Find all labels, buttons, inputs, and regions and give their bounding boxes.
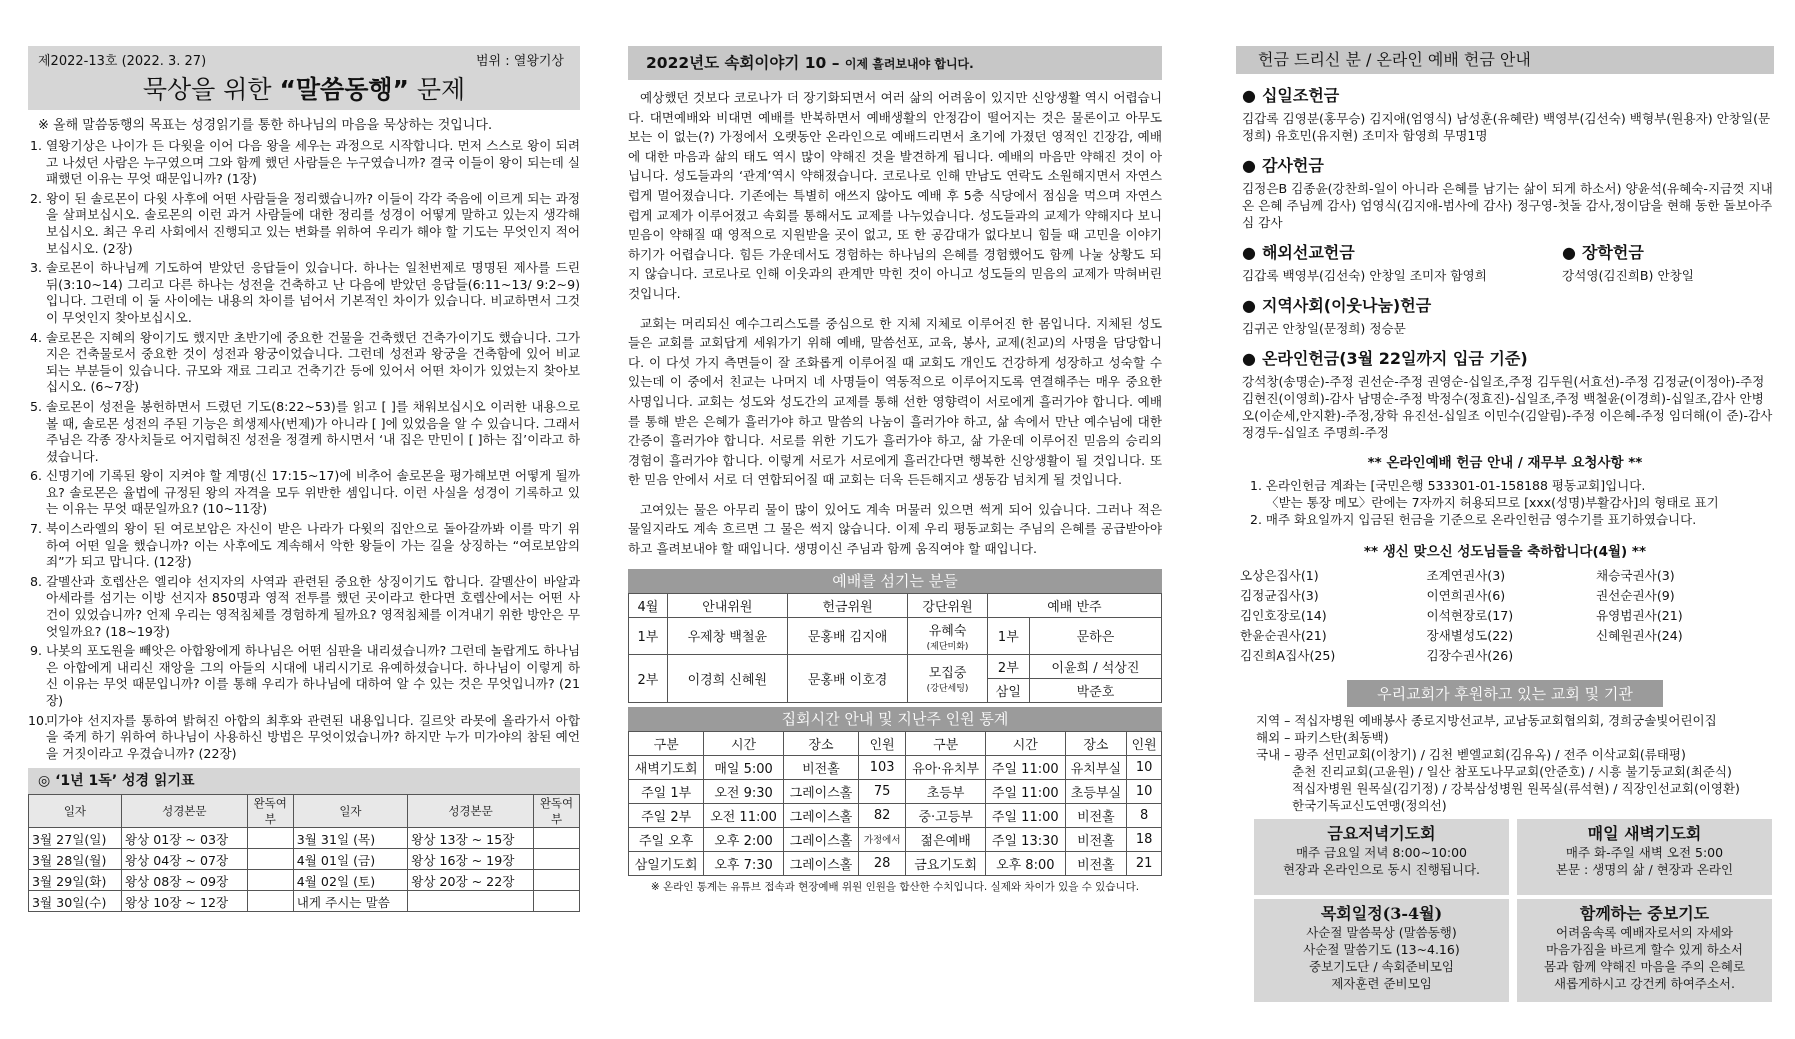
attendance-cell: 21: [1127, 851, 1162, 875]
reading-cell: 왕상 01장 ~ 03장: [121, 828, 247, 849]
attendance-cell: 주일 13:30: [986, 827, 1066, 851]
support-item: 해외 – 파키스탄(최동백): [1256, 730, 1389, 745]
question-text: 솔로몬은 지혜의 왕이기도 했지만 초반기에 중요한 건물을 건축했던 건축가이기도 했습니다. 그가 지은 건축물로서 중요한 것이 성전과 왕궁이었습니다. 그런데 성전과 왕궁을 건축함에 있어 비교되는 부분들이 있습니다. 규모와 재료 그리고 건축기간 등에 있어서 어떤 차이가 있었는지 찾아보십시오. (6~7장): [46, 329, 580, 395]
question-item: [28, 713, 580, 763]
reading-cell: 3월 29일(화): [29, 870, 122, 891]
reading-cell: 3월 27일(일): [29, 828, 122, 849]
attendance-header: 장소: [1065, 731, 1127, 755]
question-item: [28, 191, 580, 257]
birthday-item: 한윤순권사(21): [1240, 628, 1327, 643]
reading-cell: 3월 28일(월): [29, 849, 122, 870]
question-number: 10.: [28, 712, 49, 728]
question-number: 5.: [29, 398, 42, 414]
question-item: [28, 643, 580, 709]
question-number: 8.: [29, 573, 42, 589]
pulpit-cell: 모집중 (강단세팅): [908, 654, 988, 702]
reading-cell: 왕상 16장 ~ 19장: [408, 849, 534, 870]
attendance-table: [628, 731, 1162, 876]
reading-row: [29, 891, 580, 912]
guide-cell: 이경희 신혜원: [667, 654, 787, 702]
question-text: 갈멜산과 호렙산은 엘리야 선지자의 사역과 관련된 중요한 상징이기도 합니다. 갈멜산이 바알과 아세라를 섬기는 이방 선지자 850명과 영적 전투를 했던 곳이라고 한다면 호렙산에서는 어떤 사건이 있었습니까? 언제 우리는 영적침체를 경험하게 될까요? 영적침체를 이겨내기 위한 방안은 무엇일까요? (18~19장): [46, 573, 580, 639]
column-offerings: [1236, 46, 1774, 1039]
question-text: 나봇의 포도원을 빼앗은 아합왕에게 하나님은 어떤 심판을 내리셨습니까? 그런데 놀랍게도 하나님은 아합에게 내리신 재앙을 그의 아들의 시대에 내리시기로 유예하셨습니다. 하나님이 이렇게 하신 이유는 무엇 때문입니까? 이를 통해 우리가 하나님에 대하여 알 수 있는 것은 무엇입니까? (21장): [46, 643, 580, 708]
question-text: 신명기에 기록된 왕이 지켜야 할 계명(신 17:15~17)에 비추어 솔로몬을 평가해보면 어떻게 될까요? 솔로몬은 율법에 규정된 왕의 자격을 모두 위반한 셈입니다. 이런 사실을 성경이 기록하고 있는 이유는 무엇 때문일까요? (10~11장): [46, 468, 580, 517]
attendance-cell: 75: [859, 779, 906, 803]
online-heading: ● 온라인헌금(3월 22일까지 입금 기준): [1242, 349, 1528, 368]
story-paragraph: 교회는 머리되신 예수그리스도를 중심으로 한 지체 지체로 이루어진 한 몸입니다. 지체된 성도들은 교회를 교회답게 세워가기 위해 예배, 말씀선포, 교육, 봉사, 교제(친교)의 사명을 담당합니다. 이 다섯 가지 측면들이 잘 조화롭게 이루어질 때 교회도 개인도 건강하게 성장하고 성숙할 수 있는데 이 중에서 친교는 나머지 네 사명들이 역동적으로 이루어지도록 연결해주는 매우 중요한 사명입니다. 교회는 성도와 성도간의 교제를 통해 선한 영향력이 서로에게 흘러가야 합니다. 예배를 통해 받은 은혜가 흘러가야 하고 말씀의 나눔이 흘러가야 하고, 삶 속에서 만난 예수님에 대한 간증이 흘러가야 합니다. 서로를 위한 기도가 흘러가야 하고, 삶 가운데 이루어진 믿음의 승리의 경험이 흘러가야 합니다. 이렇게 서로가 서로에게 흘러간다면 행복한 신앙생활이 될 것입니다. 또한 믿음 안에서 서로 더 연합되어질 때 교회는 더욱 든든해지고 생동감 넘치게 될 것입니다.: [628, 315, 1162, 488]
attendance-cell: 매일 5:00: [704, 755, 784, 779]
reading-cell: [247, 828, 293, 849]
community-heading: ● 지역사회(이웃나눔)헌금: [1242, 296, 1432, 315]
attendance-cell: 28: [859, 851, 906, 875]
support-item: 국내 – 광주 선민교회(이창기) / 김천 벧엘교회(김유옥) / 전주 이삭교회(류태평): [1256, 747, 1686, 762]
birthday-list: [1236, 566, 1774, 666]
question-number: 9.: [29, 643, 42, 659]
attendance-cell: 오후 7:30: [704, 851, 784, 875]
reading-cell: [247, 891, 293, 912]
reading-header: 완독여부: [534, 795, 580, 828]
meditation-header: [28, 46, 580, 110]
reading-cell: [534, 828, 580, 849]
page-title: 묵상을 위한 “말씀동행” 문제: [142, 75, 466, 104]
attendance-cell: 18: [1127, 827, 1162, 851]
servers-header: 안내위원: [667, 593, 787, 617]
support-heading: 우리교회가 후원하고 있는 교회 및 기관: [1347, 680, 1663, 707]
question-item: [28, 260, 580, 326]
reading-row: [29, 870, 580, 891]
accompanist-cell: 박준호: [1029, 678, 1161, 702]
reading-cell: 내게 주시는 말씀: [293, 891, 407, 912]
issue-number: 제2022-13호 (2022. 3. 27): [38, 54, 207, 69]
question-number: 6.: [29, 468, 42, 484]
column-story: [628, 46, 1162, 1039]
attendance-cell: 오전 9:30: [704, 779, 784, 803]
offering-cell: 문홍배 이호경: [787, 654, 907, 702]
birthday-item: 김장수권사(26): [1426, 648, 1514, 663]
birthday-item: 채승국권사(3): [1596, 568, 1675, 583]
support-item: 춘천 진리교회(고윤원) / 일산 참포도나무교회(안준호) / 시흥 불기둥교회(최준식): [1292, 764, 1732, 779]
reading-header: 일자: [293, 795, 407, 828]
tithe-names: 김갑록 김영분(홍무승) 김지애(엄영식) 남성훈(유혜란) 백영부(김선숙) 백형부(원용자) 안창일(문정희) 유호민(유지현) 조미자 함영희 무명1명: [1242, 111, 1771, 143]
attendance-cell: 초등부: [906, 779, 986, 803]
reading-cell: 4월 01일 (금): [293, 849, 407, 870]
thanks-names: 김정은B 김종윤(강찬희-일이 아니라 은혜를 남기는 삶이 되게 하소서) 양윤석(유혜숙-지금껏 지내온 은혜 주님께 감사) 엄영식(김지애-범사에 감사) 정구영-첫돌 감사,정이담을 현해 동한 돌보아주심 감사: [1242, 181, 1773, 230]
scholarship-heading: ● 장학헌금: [1562, 243, 1644, 262]
attendance-cell: 비전홀: [1065, 851, 1127, 875]
birthday-item: 신혜원권사(24): [1596, 628, 1683, 643]
story-body: [628, 80, 1162, 559]
attendance-cell: 오전 11:00: [704, 803, 784, 827]
scripture-range: 범위 : 열왕기상: [476, 54, 564, 69]
attendance-cell: 그레이스홀: [783, 803, 858, 827]
story-title: 2022년도 속회이야기 10 – 이제 흘려보내야 합니다.: [628, 46, 1162, 80]
question-item: [28, 138, 580, 188]
question-text: 열왕기상은 나이가 든 다윗을 이어 다음 왕을 세우는 과정으로 시작합니다. 먼저 스스로 왕이 되려고 나섰던 사람은 누구였으며 그와 함께 했던 사람들은 누구였습니까? 결국 이들이 왕이 되는데 실패했던 이유는 무엇 때문입니까? (1장): [46, 138, 580, 187]
reading-cell: [247, 849, 293, 870]
attendance-header: 시간: [704, 731, 784, 755]
birthday-heading: ** 생신 맞으신 성도님들을 축하합니다(4월) **: [1363, 544, 1647, 560]
birthday-item: 조계연권사(3): [1426, 568, 1506, 583]
online-names: 강석창(송명순)-주정 권선순-주정 권영순-십일조,주정 김두원(서효선)-주정 김정균(이정아)-주정 김현진(이영희)-감사 남명순-주정 박정수(정효진)-십일조,주정 백철윤(이경희)-십일조,감사 안병오(이순세,안지환)-주정,장학 유진선-십일조 이민수(김알림)-주정 이은혜-주정 임더해(이 준)-감사 정경두-십일조 주명희-주정: [1242, 374, 1773, 440]
thanks-heading: ● 감사헌금: [1242, 156, 1324, 175]
worship-servers-table: [628, 593, 1162, 703]
birthday-item: 오상은집사(1): [1240, 568, 1319, 583]
question-number: 1.: [29, 138, 42, 153]
reading-cell: [247, 870, 293, 891]
attendance-cell: 10: [1127, 755, 1162, 779]
dawn-prayer-box: 매일 새벽기도회 매주 화-주일 새벽 오전 5:00 본문 : 생명의 삶 / 현장과 온라인: [1517, 819, 1772, 895]
question-item: [28, 399, 580, 465]
online-guide-2: 2. 매주 화요일까지 입금된 헌금을 기준으로 온라인헌금 영수기를 표기하였습니다.: [1250, 512, 1697, 527]
reading-header: 완독여부: [247, 795, 293, 828]
acc-part-cell: 삼일: [987, 678, 1029, 702]
birthday-item: 이석현장로(17): [1426, 608, 1514, 623]
reading-cell: 3월 30일(수): [29, 891, 122, 912]
attendance-cell: 그레이스홀: [783, 827, 858, 851]
servers-header: 4월: [629, 593, 668, 617]
reading-row: [29, 849, 580, 870]
attendance-cell: 중·고등부: [906, 803, 986, 827]
attendance-cell: 주일 오후: [629, 827, 704, 851]
attendance-row: [629, 779, 1162, 803]
reading-cell: 왕상 20장 ~ 22장: [408, 870, 534, 891]
reading-cell: [534, 849, 580, 870]
attendance-header: 구분: [629, 731, 704, 755]
tithe-heading: ● 십일조헌금: [1242, 86, 1340, 105]
question-text: 미가야 선지자를 통하여 밝혀진 아합의 최후와 관련된 내용입니다. 길르앗 라못에 올라가서 아합을 죽게 하기 위하여 하나님이 사용하신 방법은 무엇이었습니까? 하지만 누가 미가야의 참된 예언을 거짓이라고 우겼습니까? (22장): [46, 712, 580, 761]
attendance-cell: 비전홀: [1065, 827, 1127, 851]
reading-plan-title: ◎ ‘1년 1독’ 성경 읽기표: [28, 768, 580, 794]
acc-part-cell: 2부: [987, 654, 1029, 678]
reading-row: [29, 828, 580, 849]
attendance-cell: 103: [859, 755, 906, 779]
goal-note: ※ 올해 말씀동행의 목표는 성경읽기를 통한 하나님의 마음을 묵상하는 것입니다.: [38, 118, 493, 133]
birthday-item: 유영범권사(21): [1596, 608, 1683, 623]
question-number: 4.: [29, 329, 42, 345]
question-list: [28, 138, 580, 762]
accompanist-cell: 이윤희 / 석상진: [1029, 654, 1161, 678]
pulpit-cell: 유혜숙 (제단미화): [908, 617, 988, 654]
question-number: 2.: [29, 190, 42, 206]
mission-names: 김갑록 백영부(김선숙) 안창일 조미자 함영희: [1242, 268, 1487, 283]
attendance-cell: 주일 11:00: [986, 755, 1066, 779]
online-guide-heading: ** 온라인예배 헌금 안내 / 재무부 요청사항 **: [1367, 455, 1643, 471]
support-item: 지역 – 적십자병원 예배봉사 종로지방선교부, 교남동교회협의회, 경희궁솔빛어린이집: [1256, 713, 1717, 728]
online-guide-1: 1. 온라인헌금 계좌는 [국민은행 533301-01-158188 평동교회]입니다.: [1250, 478, 1646, 493]
question-item: [28, 521, 580, 571]
birthday-item: 김정균집사(3): [1240, 588, 1319, 603]
question-text: 솔로몬이 성전을 봉헌하면서 드렸던 기도(8:22~53)를 읽고 [ ]를 채워보십시오 이러한 내용으로 볼 때, 솔로몬 성전의 주된 기능은 희생제사(번제)가 아니라 [ ]에 있었음을 알 수 있습니다. 그래서 주님은 각종 장사치들로 어지럽혀진 성전을 정결케 하시면서 ‘내 집은 만민이 [ ]하는 집’이라고 하셨습니다.: [46, 398, 580, 464]
reading-header: 성경본문: [408, 795, 534, 828]
support-list: [1236, 712, 1774, 814]
acc-part-cell: 1부: [987, 617, 1029, 654]
birthday-item: 김인호장로(14): [1240, 608, 1327, 623]
birthday-item: 장새별성도(22): [1426, 628, 1514, 643]
servers-header: 강단위원: [908, 593, 988, 617]
question-number: 3.: [29, 260, 42, 276]
support-item: 한국기독교신도연맹(정의선): [1292, 798, 1447, 813]
attendance-cell: 그레이스홀: [783, 851, 858, 875]
worship-servers-title: 예배를 섬기는 분들: [628, 569, 1162, 593]
attendance-cell: 오후 8:00: [986, 851, 1066, 875]
attendance-cell: 82: [859, 803, 906, 827]
attendance-header: 인원: [1127, 731, 1162, 755]
part-cell: 1부: [629, 617, 668, 654]
attendance-cell: 주일 11:00: [986, 779, 1066, 803]
guide-cell: 우제창 백철윤: [667, 617, 787, 654]
attendance-cell: 비전홀: [783, 755, 858, 779]
reading-cell: 왕상 08장 ~ 09장: [121, 870, 247, 891]
reading-cell: 3월 31일 (목): [293, 828, 407, 849]
story-paragraph: 고여있는 물은 아무리 물이 많이 있어도 계속 머물러 있으면 썩게 되어 있습니다. 그러나 적은 물일지라도 계속 흐르면 그 물은 썩지 않습니다. 이제 우리 평동교회는 주님의 은혜를 공급받아야 하고 흘려보내야 할 때입니다. 생명이신 주님과 함께 움직여야 할 때입니다.: [628, 501, 1162, 557]
question-text: 솔로몬이 하나님께 기도하여 받았던 응답들이 있습니다. 하나는 일천번제로 명명된 제사를 드린 뒤(3:10~14) 그리고 다른 하나는 성전을 건축하고 난 다음에 받았던 응답들(6:11~13/ 9:2~9) 입니다. 그런데 이 둘 사이에는 내용의 차이를 넘어서 기본적인 차이가 있습니다. 비교하면서 그것이 무엇인지 찾아보십시오.: [46, 260, 580, 325]
online-guide-1b: 〈받는 통장 메모〉란에는 7자까지 허용되므로 [xxx(성명)부활감사]의 형태로 표기: [1266, 495, 1719, 510]
attendance-header: 인원: [859, 731, 906, 755]
story-paragraph: 예상했던 것보다 코로나가 더 장기화되면서 여러 삶의 어려움이 있지만 신앙생활 역시 어렵습니다. 대면예배와 비대면 예배를 반복하면서 예배생활의 안정감이 떨어지는 것은 물론이고 아무도 보는 이 없는(?) 가정에서 오랫동안 온라인으로 예배드리면서 초기에 가졌던 영적인 긴장감, 예배에 대한 마음과 삶의 태도 역시 많이 약해진 것을 발견하게 됩니다. 예배의 마음만 약해진 것이 아닙니다. 성도들과의 ‘관계’역시 약해졌습니다. 코로나로 인해 만남도 연락도 소원해지면서 자연스럽게 멀어졌습니다. 기존에는 특별히 애쓰지 않아도 예배 후 5층 식당에서 점심을 먹으며 자연스럽게 교제가 이루어졌고 속회를 통해서도 교제를 나누었습니다. 성도들과의 교제가 약해지다 보니 믿음이 약해질 때 영적으로 지원받을 곳이 없고, 또 한 공감대가 없다보니 힘들 때 고민을 이야기하기가 어렵습니다. 힘든 가운데서도 경험하는 하나님의 은혜를 경험했어도 함께 나눌 상황도 되지 않습니다. 코로나로 인해 이웃과의 관계만 막힌 것이 아니고 성도들의 믿음의 교제가 막혀버린 것입니다.: [628, 90, 1162, 301]
mission-heading: ● 해외선교헌금: [1242, 243, 1355, 262]
attendance-cell: 8: [1127, 803, 1162, 827]
attendance-row: [629, 851, 1162, 875]
servers-header: 예배 반주: [987, 593, 1161, 617]
reading-header: 일자: [29, 795, 122, 828]
reading-cell: 4월 02일 (토): [293, 870, 407, 891]
support-item: 적십자병원 원목실(김기정) / 강북삼성병원 원목실(류석현) / 직장인선교회(이영환): [1292, 781, 1740, 796]
attendance-cell: 주일 1부: [629, 779, 704, 803]
attendance-row: [629, 803, 1162, 827]
reading-cell: [408, 891, 534, 912]
attendance-cell: 유치부실: [1065, 755, 1127, 779]
friday-prayer-box: 금요저녁기도회 매주 금요일 저녁 8:00~10:00 현장과 온라인으로 동시 진행됩니다.: [1254, 819, 1509, 895]
reading-cell: 왕상 04장 ~ 07장: [121, 849, 247, 870]
question-item: [28, 330, 580, 396]
attendance-header: 구분: [906, 731, 986, 755]
attendance-row: [629, 827, 1162, 851]
attendance-cell: 금요기도회: [906, 851, 986, 875]
question-number: 7.: [29, 521, 42, 537]
question-item: [28, 574, 580, 640]
scholarship-names: 강석영(김진희B) 안창일: [1562, 268, 1694, 283]
reading-cell: [534, 870, 580, 891]
pastoral-schedule-box: 목회일정(3-4월) 사순절 말씀묵상 (말씀동행) 사순절 말씀기도 (13~4.16) 중보기도단 / 속회준비모임 제자훈련 준비모임: [1254, 899, 1509, 1002]
attendance-cell: 주일 2부: [629, 803, 704, 827]
reading-plan-table: [28, 794, 580, 912]
part-cell: 2부: [629, 654, 668, 702]
attendance-cell: 유아·유치부: [906, 755, 986, 779]
attendance-cell: 주일 11:00: [986, 803, 1066, 827]
reading-header: 성경본문: [121, 795, 247, 828]
attendance-cell: 오후 2:00: [704, 827, 784, 851]
attendance-cell: 그레이스홀: [783, 779, 858, 803]
attendance-row: [629, 755, 1162, 779]
attendance-cell: 10: [1127, 779, 1162, 803]
attendance-title: 집회시간 안내 및 지난주 인원 통계: [628, 707, 1162, 731]
attendance-cell: 새벽기도회: [629, 755, 704, 779]
offerings-title: 헌금 드리신 분 / 온라인 예배 헌금 안내: [1236, 46, 1774, 74]
intercession-box: 함께하는 중보기도 어려움속록 예배자로서의 자세와 마음가짐을 바르게 할수 있게 하소서 몸과 함께 약해진 마음을 주의 은혜로 새롭게하시고 강건케 하여주소서.: [1517, 899, 1772, 1002]
attendance-footnote: ※ 온라인 통계는 유튜브 접속과 현장예배 위원 인원을 합산한 수치입니다. 실제와 차이가 있을 수 있습니다.: [650, 880, 1140, 893]
servers-header: 헌금위원: [787, 593, 907, 617]
attendance-header: 장소: [783, 731, 858, 755]
community-names: 김귀곤 안창일(문정희) 정승문: [1242, 321, 1406, 336]
question-item: [28, 468, 580, 518]
reading-cell: 왕상 13장 ~ 15장: [408, 828, 534, 849]
question-text: 북이스라엘의 왕이 된 여로보암은 자신이 받은 나라가 다윗의 집안으로 돌아갈까봐 이를 막기 위하여 어떤 일을 했습니까? 이는 사후에도 계속해서 악한 왕들이 가는 길을 상징하는 “여로보암의 죄”가 되고 맙니다. (12장): [46, 521, 580, 570]
birthday-item: 김진희A집사(25): [1240, 648, 1336, 663]
birthday-item: 권선순권사(9): [1596, 588, 1675, 603]
accompanist-cell: 문하은: [1029, 617, 1161, 654]
attendance-cell: 젊은예배: [906, 827, 986, 851]
attendance-cell: 비전홀: [1065, 803, 1127, 827]
offering-cell: 문홍배 김지애: [787, 617, 907, 654]
question-text: 왕이 된 솔로몬이 다윗 사후에 어떤 사람들을 정리했습니까? 이들이 각각 죽음에 이르게 되는 과정을 살펴보십시오. 솔로몬의 이런 과거 사람들에 대한 정리를 성경이 어떻게 말하고 있는지 생각해보십시오. 최근 우리 사회에서 진행되고 있는 변화를 위하여 우리가 해야 할 기도는 무엇인지 적어보십시오. (2장): [46, 190, 580, 256]
attendance-cell: 가정에서: [859, 827, 906, 851]
birthday-item: 이연희권사(6): [1426, 588, 1506, 603]
attendance-header: 시간: [986, 731, 1066, 755]
attendance-cell: 초등부실: [1065, 779, 1127, 803]
column-meditation: [28, 46, 580, 1039]
reading-cell: 왕상 10장 ~ 12장: [121, 891, 247, 912]
attendance-cell: 삼일기도회: [629, 851, 704, 875]
reading-cell: [534, 891, 580, 912]
